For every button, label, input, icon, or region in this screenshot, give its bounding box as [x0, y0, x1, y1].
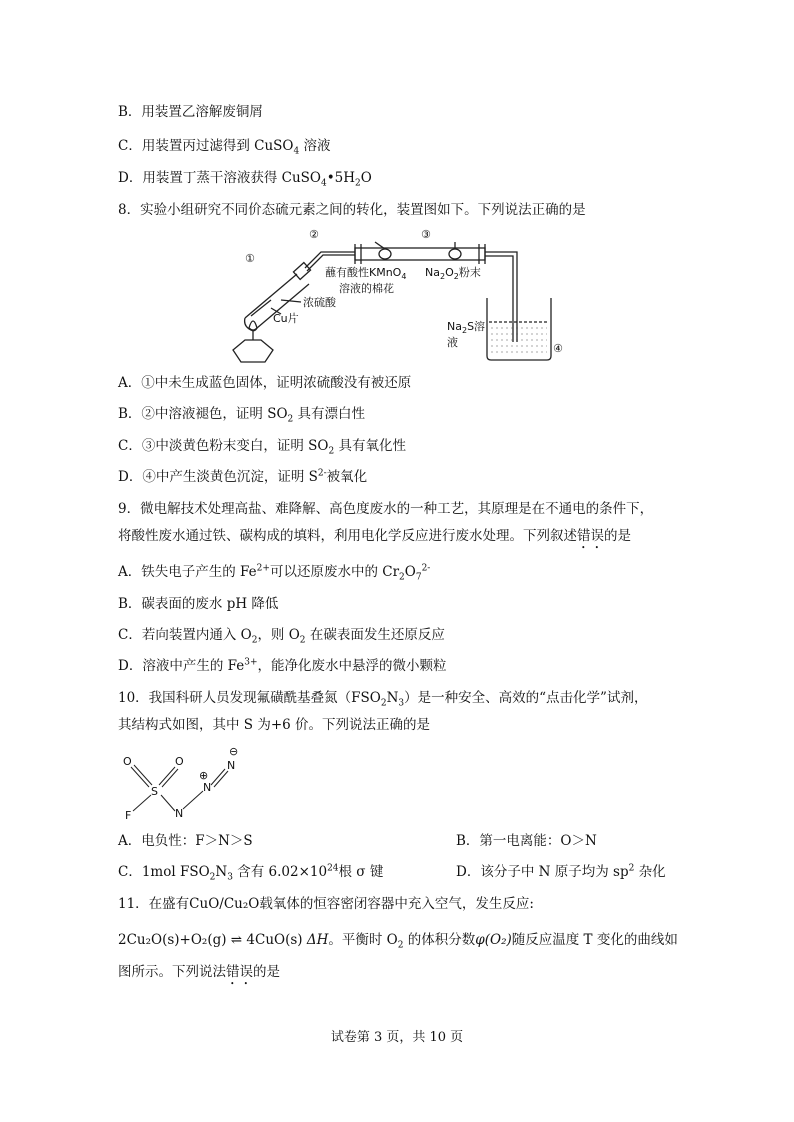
circle-3-label: ③: [421, 228, 431, 241]
kmno4-cotton-label: 蘸有酸性KMnO$_4$: [325, 266, 407, 281]
q9-stem-line2: 将酸性废水通过铁、碳构成的填料，利用电化学反应进行废水处理。下列叙述错误的是: [118, 528, 631, 544]
q7-option-b: B．用装置乙溶解废铜屑: [118, 104, 263, 120]
q11-stem-line3: 图所示。下列说法错误的是: [118, 964, 280, 980]
q9-option-c: C．若向装置内通入 $O_2$，则 $O_2$ 在碳表面发生还原反应: [118, 627, 445, 646]
q10-option-d: D．该分子中 N 原子均为 $sp^2$ 杂化: [456, 863, 666, 880]
q10-option-c: C．1mol $FSO_2N_3$ 含有 $6.02\times 10^{24}$根 σ 键: [118, 863, 384, 883]
q9-option-a: A．铁失电子产生的 $Fe^{2+}$可以还原废水中的 $Cr_2O_7^{2-}$: [118, 563, 431, 583]
q11-stem-line1: 11．在盛有CuO/Cu₂O载氧体的恒容密闭容器中充入空气，发生反应:: [118, 896, 534, 912]
nitrogen-atom-1: N: [175, 807, 184, 820]
q10-stem-line1: 10．我国科研人员发现氟磺酰基叠氮$(FSO_2N_3)$是一种安全、高效的“点击化学”试剂，: [118, 690, 648, 709]
q11-stem-line2: 2Cu₂O(s)+O₂(g) ⇌ 4CuO(s) ΔH。平衡时 $O_2$ 的体积分数φ(O₂)随反应温度 T 变化的曲线如: [118, 932, 678, 951]
circle-1-label: ①: [245, 252, 255, 265]
nitrogen-atom-3: N: [227, 759, 236, 772]
circle-4-label: ④: [553, 342, 563, 355]
q7-option-c: C．用装置丙过滤得到 CuSO$_4$ 溶液: [118, 138, 331, 157]
q8-option-c: C．③中淡黄色粉末变白，证明 $SO_2$ 具有氧化性: [118, 438, 406, 457]
q9-option-b: B．碳表面的废水 pH 降低: [118, 596, 279, 612]
q8-stem: 8．实验小组研究不同价态硫元素之间的转化，装置图如下。下列说法正确的是: [118, 202, 586, 218]
page-footer: 试卷第 3 页，共 10 页: [330, 1030, 464, 1045]
q8-option-d: D．④中产生淡黄色沉淀，证明 $S^{2-}$被氧化: [118, 468, 368, 485]
negative-charge-icon: ⊖: [229, 745, 239, 758]
q10-option-b: B．第一电离能：O＞N: [456, 833, 597, 849]
q8-option-b: B．②中溶液褪色，证明 $SO_2$ 具有漂白性: [118, 406, 366, 425]
na2s-solution-label: $Na_2S$溶: [447, 320, 486, 335]
q10-stem-line2: 其结构式如图，其中 S 为+6 价。下列说法正确的是: [118, 717, 431, 733]
q8-apparatus-figure: [225, 222, 585, 367]
na2o2-label: $Na_2O_2$粉末: [425, 266, 481, 281]
oxygen-atom-left: O: [123, 755, 132, 768]
q10-option-a: A．电负性：F＞N＞S: [118, 833, 253, 849]
q9-option-d: D．溶液中产生的 $Fe^{3+}$，能净化废水中悬浮的微小颗粒: [118, 657, 447, 674]
circle-2-label: ②: [309, 228, 319, 241]
sulfur-atom: S: [151, 785, 158, 798]
positive-charge-icon: ⊕: [199, 769, 209, 782]
conc-sulfuric-acid-label: 浓硫酸: [303, 296, 336, 309]
q7-option-d: D．用装置丁蒸干溶液获得 $CuSO_4•5H_2O$: [118, 170, 372, 189]
q9-stem-line1: 9．微电解技术处理高盐、难降解、高色度废水的一种工艺，其原理是在不通电的条件下，: [118, 501, 654, 517]
na2s-solution-label-2: 液: [447, 336, 458, 349]
kmno4-cotton-label-2: 溶液的棉花: [339, 282, 394, 295]
cu-sheet-label: Cu片: [273, 312, 299, 325]
fluorine-atom: F: [125, 809, 132, 822]
oxygen-atom-right: O: [175, 755, 184, 768]
q8-option-a: A．①中未生成蓝色固体，证明浓硫酸没有被还原: [118, 375, 412, 391]
nitrogen-atom-2: N: [203, 781, 212, 794]
fso2n3-structure-figure: [115, 745, 255, 823]
